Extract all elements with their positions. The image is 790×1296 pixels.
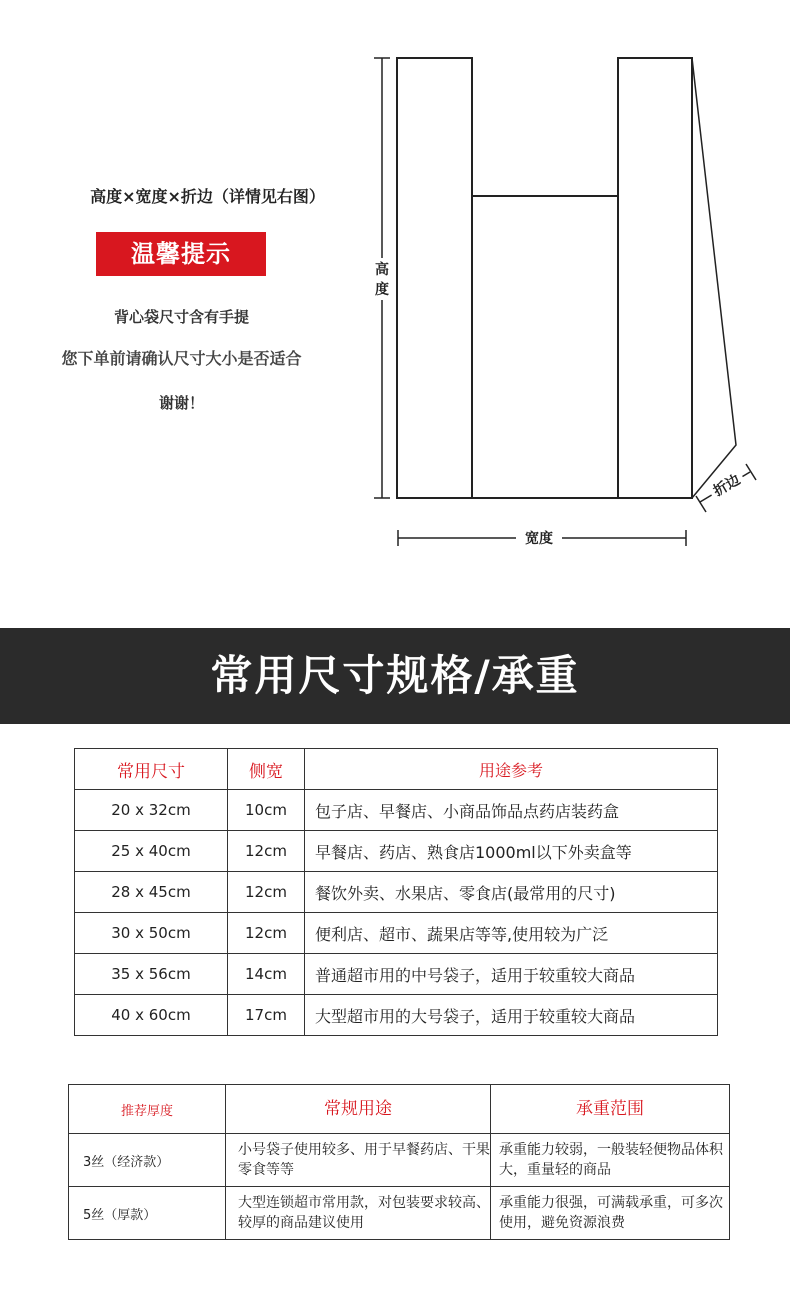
size-cell: 28 x 45cm xyxy=(75,872,228,913)
thickness-table-header xyxy=(69,1085,730,1134)
table-row xyxy=(75,913,718,954)
size-table-header xyxy=(75,749,718,790)
thickness-table xyxy=(68,1084,730,1240)
height-label-1: 高 xyxy=(375,262,389,278)
side-width-cell: 12cm xyxy=(228,872,305,913)
header-load-range: 承重范围 xyxy=(491,1085,730,1134)
table-row xyxy=(75,954,718,995)
bag-outline xyxy=(397,58,692,498)
header-size: 常用尺寸 xyxy=(75,749,228,790)
size-table xyxy=(74,748,718,1036)
regular-usage-cell: 大型连锁超市常用款，对包装要求较高、较厚的商品建议使用 xyxy=(226,1187,491,1240)
usage-cell: 普通超市用的中号袋子，适用于较重较大商品 xyxy=(305,954,718,995)
bag-dimension-diagram xyxy=(360,40,780,560)
fold-side xyxy=(692,58,736,498)
load-range-cell: 承重能力很强，可满载承重，可多次使用，避免资源浪费 xyxy=(491,1187,730,1240)
size-cell: 30 x 50cm xyxy=(75,913,228,954)
usage-cell: 便利店、超市、蔬果店等等,使用较为广泛 xyxy=(305,913,718,954)
thickness-cell: 3丝（经济款） xyxy=(69,1134,226,1187)
size-cell: 25 x 40cm xyxy=(75,831,228,872)
size-cell: 40 x 60cm xyxy=(75,995,228,1036)
section-banner: 常用尺寸规格/承重 xyxy=(0,628,790,724)
side-width-cell: 10cm xyxy=(228,790,305,831)
note-confirm-size: 您下单前请确认尺寸大小是否适合 xyxy=(61,349,302,368)
table-row xyxy=(75,831,718,872)
table-row xyxy=(75,872,718,913)
header-usage: 用途参考 xyxy=(305,749,718,790)
table-row xyxy=(75,995,718,1036)
size-cell: 35 x 56cm xyxy=(75,954,228,995)
table-row xyxy=(69,1134,730,1187)
side-width-cell: 14cm xyxy=(228,954,305,995)
usage-cell: 包子店、早餐店、小商品饰品点药店装药盒 xyxy=(305,790,718,831)
side-width-cell: 17cm xyxy=(228,995,305,1036)
header-regular-usage: 常规用途 xyxy=(226,1085,491,1134)
table-row xyxy=(69,1187,730,1240)
usage-cell: 餐饮外卖、水果店、零食店(最常用的尺寸) xyxy=(305,872,718,913)
load-range-cell: 承重能力较弱，一般装轻便物品体积大，重量轻的商品 xyxy=(491,1134,730,1187)
header-thickness: 推荐厚度 xyxy=(69,1085,226,1134)
height-label-2: 度 xyxy=(375,282,389,298)
size-cell: 20 x 32cm xyxy=(75,790,228,831)
note-handle-included: 背心袋尺寸含有手提 xyxy=(113,308,249,326)
fold-label: 折边 xyxy=(710,471,744,500)
warm-tip-badge: 温馨提示 xyxy=(96,232,266,276)
thickness-cell: 5丝（厚款） xyxy=(69,1187,226,1240)
usage-cell: 大型超市用的大号袋子，适用于较重较大商品 xyxy=(305,995,718,1036)
side-width-cell: 12cm xyxy=(228,913,305,954)
header-side-width: 侧宽 xyxy=(228,749,305,790)
note-thanks: 谢谢！ xyxy=(158,394,204,412)
side-width-cell: 12cm xyxy=(228,831,305,872)
dimension-formula: 高度×宽度×折边（详情见右图） xyxy=(90,187,325,206)
regular-usage-cell: 小号袋子使用较多、用于早餐药店、干果零食等等 xyxy=(226,1134,491,1187)
width-label: 宽度 xyxy=(525,531,553,547)
usage-cell: 早餐店、药店、熟食店1000ml以下外卖盒等 xyxy=(305,831,718,872)
table-row xyxy=(75,790,718,831)
